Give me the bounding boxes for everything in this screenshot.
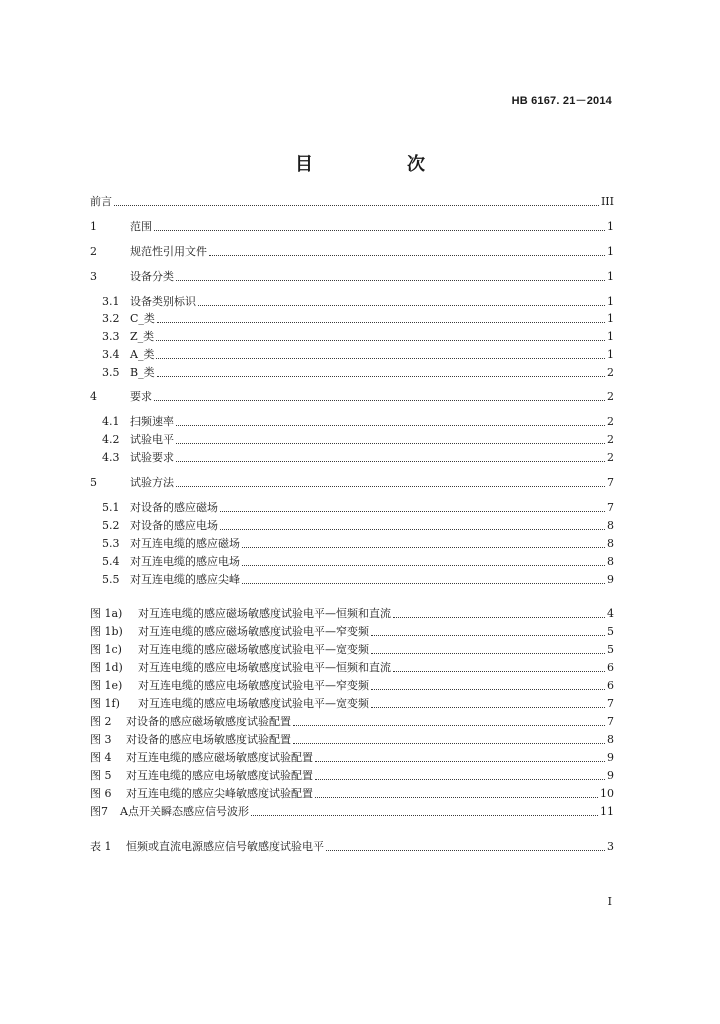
dot-leader (242, 583, 605, 584)
toc-entry-number: 4.3 (102, 451, 120, 464)
toc-entry[interactable] (102, 515, 614, 533)
toc-entry-page: 1 (607, 295, 614, 308)
toc-entry-label: 对互连电缆的感应电场敏感度试验电平—恒频和直流 (138, 661, 391, 674)
toc-entry[interactable] (102, 429, 614, 447)
toc-entry-label: 范围 (130, 220, 152, 233)
toc-entry-number: 图 4 (90, 751, 112, 764)
toc-entry-label: 试验电平 (130, 433, 174, 446)
toc-entry-page: 7 (607, 697, 614, 710)
dot-leader (156, 358, 605, 359)
toc-entry-label: A点开关瞬态感应信号波形 (120, 805, 249, 818)
dot-leader (114, 205, 599, 206)
toc-entry-page: 3 (607, 840, 614, 853)
toc-entry-page: 8 (607, 519, 614, 532)
dot-leader (176, 425, 605, 426)
toc-entry-label: 对设备的感应磁场 (130, 501, 218, 514)
page-title: 目 次 (295, 154, 463, 175)
toc-entry-number: 图 1e) (90, 679, 123, 692)
toc-entry[interactable] (90, 472, 614, 490)
toc-entry-number: 3.2 (102, 312, 120, 325)
toc-entry-page: 9 (607, 751, 614, 764)
toc-entry-number: 5.3 (102, 537, 120, 550)
toc-entry[interactable] (90, 783, 614, 801)
toc-entry[interactable] (102, 569, 614, 587)
toc-entry-page: 7 (607, 715, 614, 728)
toc-entry[interactable] (90, 657, 614, 675)
toc-entry-label: 对互连电缆的感应电场敏感度试验配置 (126, 769, 313, 782)
toc-entry-number: 1 (90, 220, 97, 233)
toc-entry-number: 3.3 (102, 330, 120, 343)
dot-leader (315, 779, 605, 780)
toc-entry[interactable] (102, 551, 614, 569)
toc-entry-page: 9 (607, 573, 614, 586)
toc-entry-page: 10 (600, 787, 614, 800)
toc-entry[interactable] (90, 801, 614, 819)
toc-entry-label: 对互连电缆的感应电场敏感度试验电平—窄变频 (138, 679, 369, 692)
toc-entry-label: 要求 (130, 390, 152, 403)
toc-entry[interactable] (102, 344, 614, 362)
toc-entry-label: B_类 (130, 366, 155, 379)
toc-entry-page: 8 (607, 537, 614, 550)
toc-entry-page: 8 (607, 555, 614, 568)
dot-leader (393, 617, 605, 618)
toc-entry[interactable] (90, 765, 614, 783)
toc-entry-label: 对互连电缆的感应电场敏感度试验电平—宽变频 (138, 697, 369, 710)
dot-leader (242, 547, 605, 548)
toc-entry-page: 2 (607, 451, 614, 464)
toc-entry[interactable] (90, 621, 614, 639)
toc-entry-number: 4.2 (102, 433, 120, 446)
toc-entry-number: 图 1f) (90, 697, 120, 710)
dot-leader (220, 511, 605, 512)
toc-entry-number: 5.2 (102, 519, 120, 532)
toc-entry-label: 对互连电缆的感应尖峰 (130, 573, 240, 586)
toc-entry-number: 5.1 (102, 501, 120, 514)
toc-entry-label: 对设备的感应磁场敏感度试验配置 (126, 715, 291, 728)
toc-entry-page: 6 (607, 679, 614, 692)
dot-leader (176, 486, 605, 487)
toc-entry-number: 图 1d) (90, 661, 123, 674)
toc-entry-label: 恒频或直流电源感应信号敏感度试验电平 (126, 840, 324, 853)
toc-entry-page: 8 (607, 733, 614, 746)
toc-entry-label: 对互连电缆的感应磁场敏感度试验电平—宽变频 (138, 643, 369, 656)
toc-entry-number: 图 3 (90, 733, 112, 746)
toc-entry[interactable] (90, 693, 614, 711)
toc-entry-label: 对互连电缆的感应磁场敏感度试验电平—恒频和直流 (138, 607, 391, 620)
toc-entry-number: 4 (90, 390, 97, 403)
dot-leader (371, 635, 605, 636)
toc-entry[interactable] (90, 241, 614, 259)
toc-entry-label: 试验要求 (130, 451, 174, 464)
toc-entry[interactable] (90, 639, 614, 657)
toc-entry[interactable] (102, 533, 614, 551)
toc-entry[interactable] (90, 216, 614, 234)
toc-entry-page: 5 (607, 643, 614, 656)
dot-leader (157, 322, 605, 323)
toc-entry-page: 1 (607, 330, 614, 343)
toc-entry-label: 规范性引用文件 (130, 245, 207, 258)
toc-entry[interactable] (102, 291, 614, 309)
dot-leader (326, 850, 605, 851)
toc-entry-page: 4 (607, 607, 614, 620)
toc-entry-page: 1 (607, 270, 614, 283)
toc-entry-number: 图 1a) (90, 607, 123, 620)
toc-entry-number: 图 6 (90, 787, 112, 800)
toc-entry[interactable] (90, 711, 614, 729)
toc-entry-number: 图 1c) (90, 643, 122, 656)
toc-entry-page: 2 (607, 366, 614, 379)
toc-entry-label: A_类 (130, 348, 155, 361)
toc-entry-label: 对设备的感应电场敏感度试验配置 (126, 733, 291, 746)
toc-entry-page: 2 (607, 390, 614, 403)
dot-leader (315, 761, 605, 762)
toc-entry[interactable] (90, 191, 614, 209)
toc-entry-page: 7 (607, 501, 614, 514)
dot-leader (198, 305, 605, 306)
toc-entry-page: 7 (607, 476, 614, 489)
toc-entry-page: 1 (607, 220, 614, 233)
toc-entry-number: 3.5 (102, 366, 120, 379)
dot-leader (154, 400, 605, 401)
toc-entry-number: 3 (90, 270, 97, 283)
toc-entry-page: 1 (607, 245, 614, 258)
toc-entry-label: 对设备的感应电场 (130, 519, 218, 532)
toc-entry[interactable] (90, 386, 614, 404)
dot-leader (251, 815, 598, 816)
toc-entry-label: 前言 (90, 195, 112, 208)
toc-entry-page: 6 (607, 661, 614, 674)
dot-leader (157, 376, 605, 377)
toc-entry-page: 11 (600, 805, 614, 818)
toc-entry[interactable] (90, 836, 614, 854)
toc-entry[interactable] (102, 326, 614, 344)
dot-leader (371, 707, 605, 708)
toc-entry-number: 2 (90, 245, 97, 258)
dot-leader (154, 230, 605, 231)
toc-entry-label: 扫频速率 (130, 415, 174, 428)
toc-entry[interactable] (102, 447, 614, 465)
toc-entry-number: 图 2 (90, 715, 112, 728)
toc-entry-number: 图7 (90, 805, 108, 818)
toc-entry-number: 4.1 (102, 415, 120, 428)
toc-entry[interactable] (90, 675, 614, 693)
toc-entry-page: 1 (607, 348, 614, 361)
toc-entry[interactable] (102, 362, 614, 380)
dot-leader (176, 443, 605, 444)
dot-leader (176, 280, 605, 281)
dot-leader (293, 743, 605, 744)
toc-entry-number: 5.5 (102, 573, 120, 586)
dot-leader (293, 725, 605, 726)
dot-leader (371, 689, 605, 690)
toc-entry-label: 对互连电缆的感应磁场敏感度试验电平—窄变频 (138, 625, 369, 638)
toc-entry-number: 3.4 (102, 348, 120, 361)
toc-entry[interactable] (90, 266, 614, 284)
toc-entry-number: 表 1 (90, 840, 112, 853)
toc-entry-page: 2 (607, 433, 614, 446)
dot-leader (242, 565, 605, 566)
toc-entry-number: 5.4 (102, 555, 120, 568)
dot-leader (156, 340, 605, 341)
toc-entry-label: 对互连电缆的感应尖峰敏感度试验配置 (126, 787, 313, 800)
toc-entry-page: III (600, 195, 614, 208)
page-number: I (607, 895, 612, 908)
toc-entry-page: 9 (607, 769, 614, 782)
toc-entry[interactable] (102, 497, 614, 515)
dot-leader (209, 255, 605, 256)
toc-entry[interactable] (90, 729, 614, 747)
toc-entry-page: 5 (607, 625, 614, 638)
toc-entry[interactable] (102, 308, 614, 326)
dot-leader (393, 671, 605, 672)
toc-entry-number: 3.1 (102, 295, 120, 308)
toc-entry-label: 设备类别标识 (130, 295, 196, 308)
toc-entry-number: 图 5 (90, 769, 112, 782)
toc-entry-number: 图 1b) (90, 625, 123, 638)
toc-entry[interactable] (90, 747, 614, 765)
toc-entry-label: 对互连电缆的感应磁场敏感度试验配置 (126, 751, 313, 764)
toc-entry-number: 5 (90, 476, 97, 489)
toc-entry[interactable] (90, 603, 614, 621)
toc-entry[interactable] (102, 411, 614, 429)
toc-entry-page: 2 (607, 415, 614, 428)
toc-entry-page: 1 (607, 312, 614, 325)
toc-entry-label: Z_类 (130, 330, 155, 343)
dot-leader (176, 461, 605, 462)
dot-leader (220, 529, 605, 530)
toc-entry-label: C_类 (130, 312, 155, 325)
dot-leader (371, 653, 605, 654)
standard-code: HB 6167. 21－2014 (511, 95, 612, 107)
toc-entry-label: 对互连电缆的感应磁场 (130, 537, 240, 550)
toc-entry-label: 设备分类 (130, 270, 174, 283)
toc-entry-label: 对互连电缆的感应电场 (130, 555, 240, 568)
dot-leader (315, 797, 598, 798)
toc-entry-label: 试验方法 (130, 476, 174, 489)
